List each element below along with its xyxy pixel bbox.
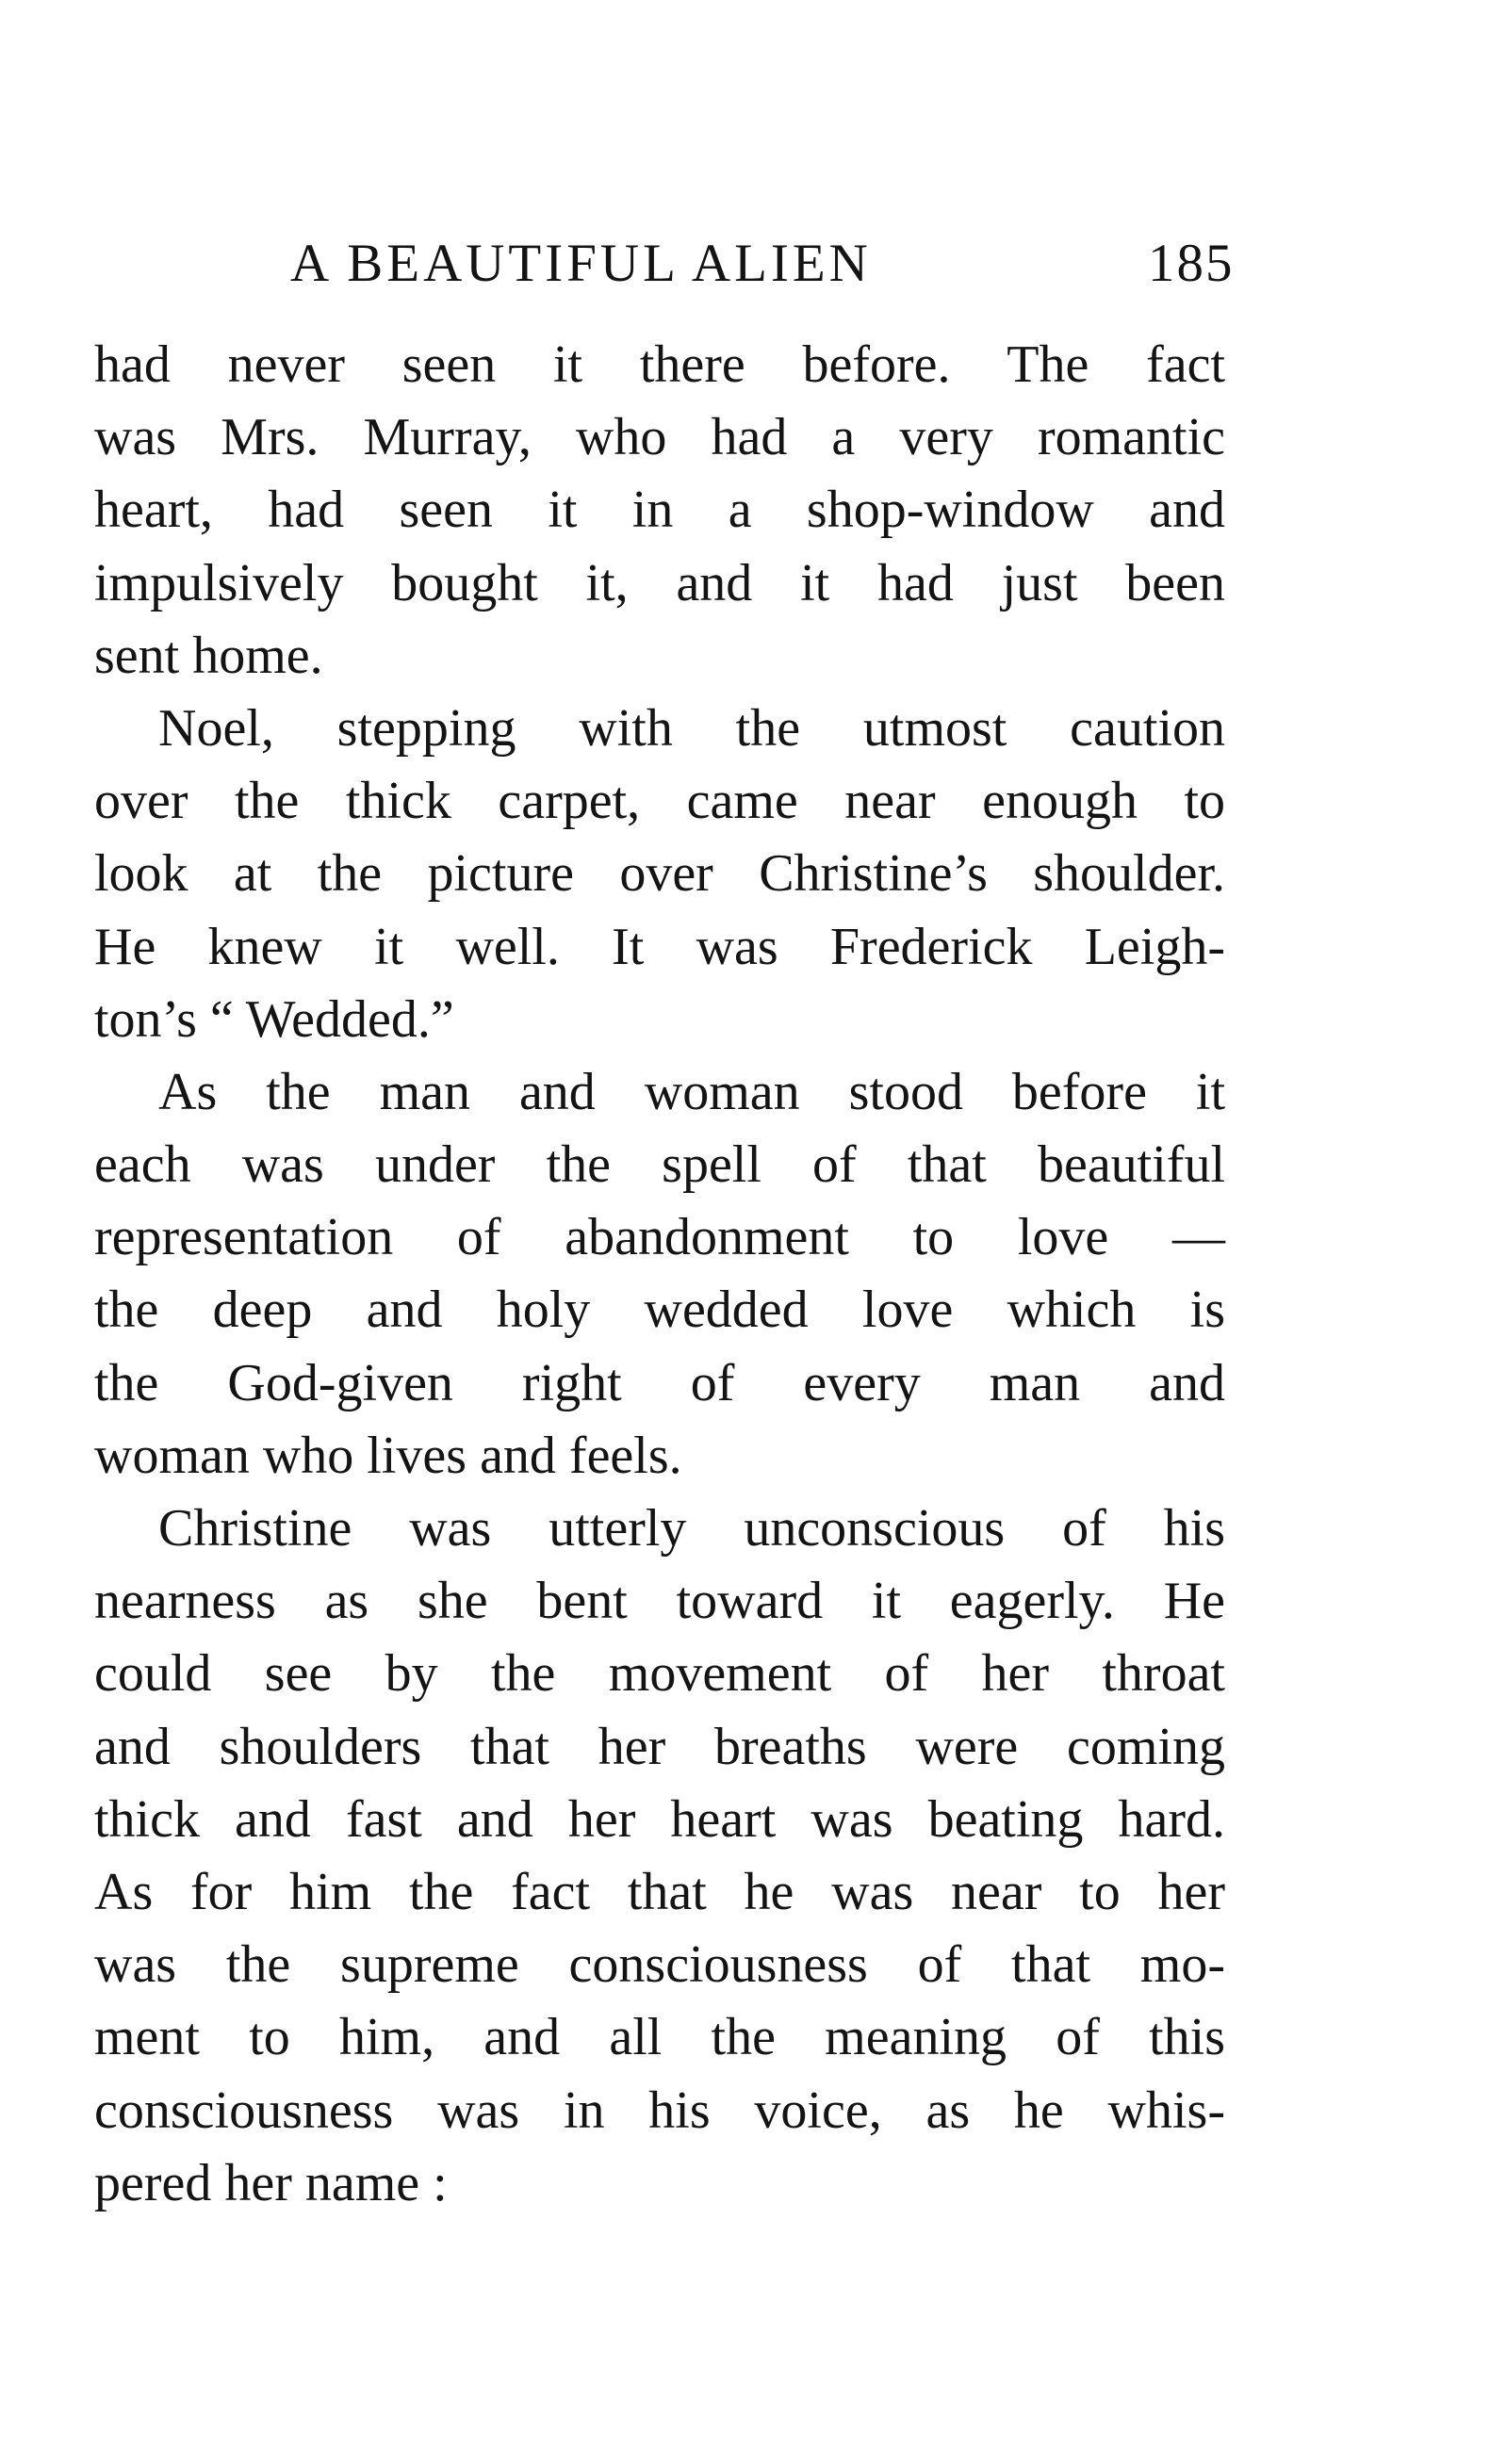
text-line: sent home. — [94, 626, 323, 685]
text-line: each was under the spell of that beautiful — [94, 1135, 1225, 1195]
page-number: 185 — [1148, 234, 1235, 293]
text-line: ton’s “ Wedded.” — [94, 989, 454, 1049]
text-line: and shoulders that her breaths were coming — [94, 1717, 1225, 1776]
text-line: could see by the movement of her throat — [94, 1644, 1225, 1704]
text-line: woman who lives and feels. — [94, 1426, 682, 1485]
text-line: the deep and holy wedded love which is — [94, 1281, 1225, 1340]
text-line: heart, had seen it in a shop-window and — [94, 481, 1225, 540]
text-line: impulsively bought it, and it had just been — [94, 553, 1225, 612]
text-line: representation of abandonment to love — — [94, 1208, 1225, 1267]
body-text — [94, 329, 1225, 2220]
text-line: consciousness was in his voice, as he whis- — [94, 2081, 1225, 2140]
running-head — [94, 226, 1235, 302]
text-line: was the supreme consciousness of that mo- — [94, 1935, 1225, 1995]
text-line: thick and fast and her heart was beating hard. — [94, 1789, 1225, 1849]
text-line: As the man and woman stood before it — [158, 1062, 1225, 1121]
text-line: look at the picture over Christine’s shoulder. — [94, 844, 1225, 904]
text-line: Noel, stepping with the utmost caution — [158, 698, 1225, 758]
text-line: was Mrs. Murray, who had a very romantic — [94, 408, 1225, 467]
running-title: A BEAUTIFUL ALIEN — [290, 234, 872, 293]
text-line: pered her name : — [94, 2153, 448, 2212]
text-line: He knew it well. It was Frederick Leigh- — [94, 917, 1225, 976]
text-line: Christine was utterly unconscious of his — [158, 1499, 1225, 1558]
text-line: nearness as she bent toward it eagerly. He — [94, 1572, 1225, 1631]
text-line: ment to him, and all the meaning of this — [94, 2008, 1225, 2067]
text-line: had never seen it there before. The fact — [94, 335, 1225, 394]
text-line: As for him the fact that he was near to her — [94, 1862, 1225, 1921]
text-line: the God-given right of every man and — [94, 1353, 1225, 1412]
text-line: over the thick carpet, came near enough to — [94, 772, 1225, 831]
